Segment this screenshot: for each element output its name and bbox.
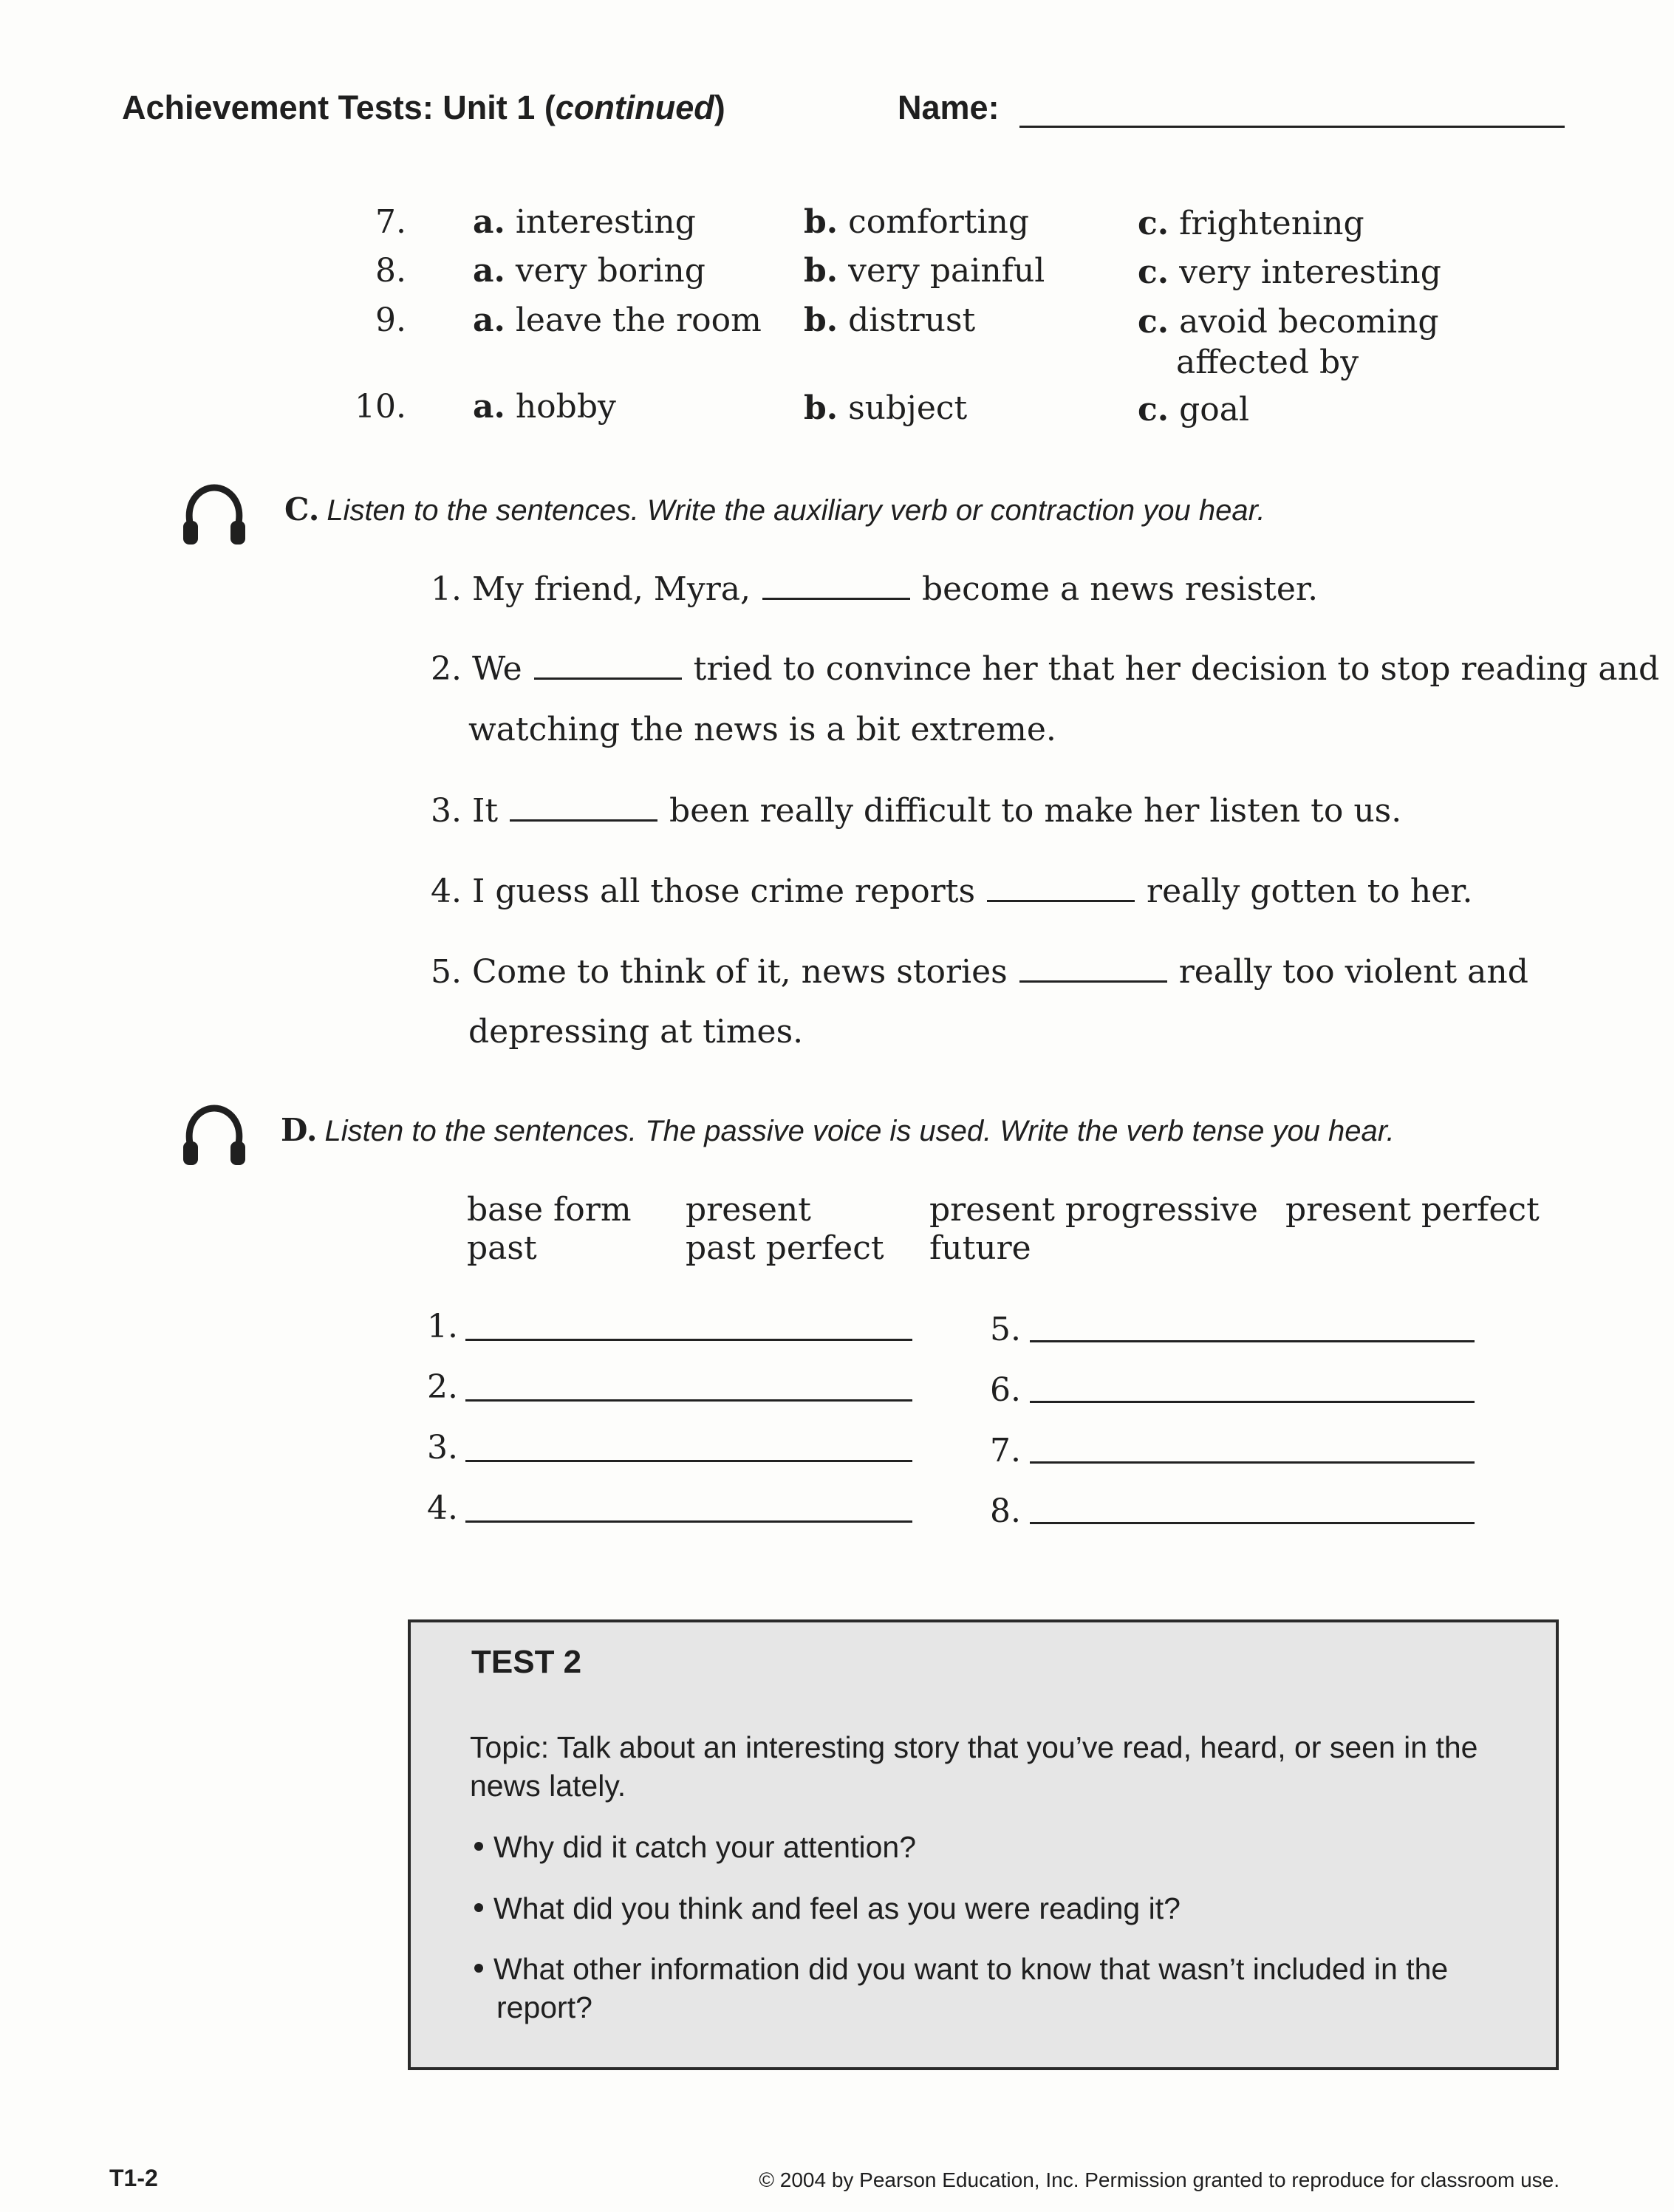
test2-topic-cont: news lately.: [470, 1769, 626, 1803]
name-line[interactable]: [1019, 126, 1565, 128]
answer-line[interactable]: [465, 1520, 912, 1523]
c-item-5-cont: depressing at times.: [468, 1013, 804, 1051]
option-c[interactable]: c. very interesting: [1138, 253, 1441, 291]
answer-blank[interactable]: [1019, 980, 1167, 983]
test2-topic: Topic: Talk about an interesting story that you’ve read, heard, or seen in the: [470, 1730, 1478, 1764]
answer-line[interactable]: [1030, 1401, 1475, 1403]
word-bank-item: base form: [467, 1191, 632, 1229]
answer-blank[interactable]: [534, 677, 682, 680]
bullet-icon: [474, 1842, 483, 1851]
section-c-instruction: C. Listen to the sentences. Write the auxiliary verb or contraction you hear.: [284, 491, 1265, 528]
page-title: Achievement Tests: Unit 1 (continued): [122, 89, 725, 126]
answer-number: 1.: [427, 1308, 458, 1345]
word-bank-item: present progressive: [929, 1191, 1258, 1229]
option-b[interactable]: b. very painful: [804, 252, 1045, 290]
test2-bullet: What did you think and feel as you were reading it?: [474, 1891, 1181, 1926]
c-item-5: 5. Come to think of it, news stories really too violent and: [431, 953, 1528, 991]
bullet-icon: [474, 1903, 483, 1912]
vocab-num: 9.: [375, 301, 406, 339]
c-item-4: 4. I guess all those crime reports really gotten to her.: [431, 873, 1473, 910]
answer-line[interactable]: [1030, 1461, 1475, 1464]
copyright: © 2004 by Pearson Education, Inc. Permission granted to reproduce for classroom use.: [759, 2168, 1559, 2191]
answer-line[interactable]: [1030, 1522, 1475, 1524]
vocab-num: 7.: [375, 203, 406, 241]
answer-number: 5.: [990, 1311, 1021, 1348]
c-item-2: 2. We tried to convince her that her decision to stop reading and: [431, 650, 1660, 688]
page-code: T1-2: [109, 2165, 158, 2191]
option-c[interactable]: c. frightening: [1138, 205, 1364, 242]
option-b[interactable]: b. comforting: [804, 203, 1030, 241]
name-label: Name:: [898, 89, 1000, 126]
option-b[interactable]: b. distrust: [804, 301, 976, 339]
section-d-instruction: D. Listen to the sentences. The passive voice is used. Write the verb tense you hear.: [281, 1112, 1395, 1148]
answer-blank[interactable]: [987, 900, 1135, 902]
option-c-continued: affected by: [1176, 344, 1359, 381]
answer-line[interactable]: [465, 1339, 912, 1341]
option-a[interactable]: a. interesting: [473, 203, 696, 241]
answer-line[interactable]: [465, 1399, 912, 1402]
test2-bullet-cont: report?: [496, 1990, 592, 2024]
vocab-num: 10.: [355, 388, 406, 426]
test2-bullet: Why did it catch your attention?: [474, 1830, 916, 1865]
answer-number: 3.: [427, 1429, 458, 1467]
answer-number: 2.: [427, 1368, 458, 1406]
answer-blank[interactable]: [762, 598, 910, 600]
c-item-2-cont: watching the news is a bit extreme.: [468, 711, 1056, 748]
answer-number: 8.: [990, 1492, 1021, 1530]
word-bank-item: future: [929, 1229, 1031, 1267]
answer-blank[interactable]: [510, 819, 657, 822]
c-item-1: 1. My friend, Myra, become a news resister.: [431, 570, 1319, 608]
word-bank-item: present: [686, 1191, 811, 1229]
bullet-icon: [474, 1964, 483, 1973]
answer-line[interactable]: [465, 1460, 912, 1462]
answer-number: 7.: [990, 1432, 1021, 1469]
option-c[interactable]: c. avoid becoming: [1138, 303, 1439, 341]
c-item-3: 3. It been really difficult to make her listen to us.: [431, 792, 1402, 830]
test2-title: TEST 2: [471, 1644, 582, 1680]
word-bank-item: past perfect: [686, 1229, 884, 1267]
answer-number: 6.: [990, 1371, 1021, 1409]
option-b[interactable]: b. subject: [804, 389, 968, 427]
vocab-num: 8.: [375, 252, 406, 290]
word-bank-item: present perfect: [1285, 1191, 1540, 1229]
headphones-icon: [177, 480, 251, 554]
answer-number: 4.: [427, 1489, 458, 1527]
test2-bullet: What other information did you want to know that wasn’t included in the: [474, 1952, 1448, 1987]
option-a[interactable]: a. leave the room: [473, 301, 762, 339]
answer-line[interactable]: [1030, 1340, 1475, 1342]
option-c[interactable]: c. goal: [1138, 391, 1250, 429]
option-a[interactable]: a. hobby: [473, 388, 616, 426]
word-bank-item: past: [467, 1229, 537, 1267]
option-a[interactable]: a. very boring: [473, 252, 706, 290]
headphones-icon: [177, 1101, 251, 1175]
